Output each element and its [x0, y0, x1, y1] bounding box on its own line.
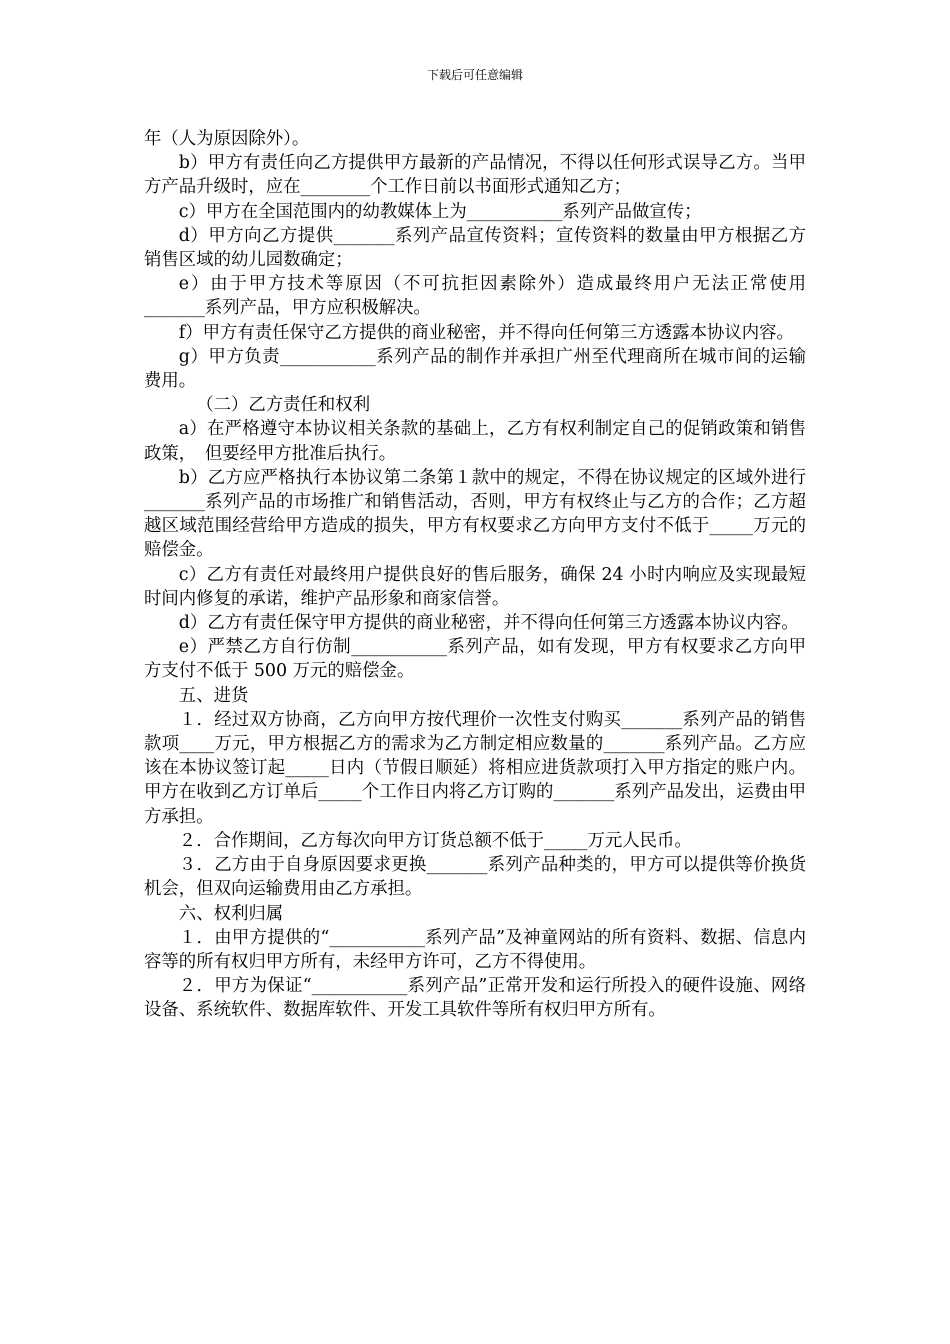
paragraph-continuation: 年（人为原因除外）。 [144, 129, 310, 149]
clause-a-party-b: a）在严格遵守本协议相关条款的基础上，乙方有权利制定自己的促销政策和销售政策， 但要经甲方批准后执行。 [144, 419, 806, 464]
page-header: 下载后可任意编辑 [426, 68, 523, 82]
clause-c-party-b: c）乙方有责任对最终用户提供良好的售后服务，确保 24 小时内响应及实现最短时间内修复的承诺，维护产品形象和商家信誉。 [144, 564, 806, 609]
document-body [144, 127, 806, 1023]
clause-b-party-a: b）甲方有责任向乙方提供甲方最新的产品情况，不得以任何形式误导乙方。当甲方产品升级时，应在________个工作日前以书面形式通知乙方； [144, 153, 806, 198]
section-heading-party-b: （二）乙方责任和权利 [196, 395, 371, 416]
ownership-clause-2: ２．甲方为保证“___________系列产品”正常开发和运行所投入的硬件设施、网络设备、系统软件、数据库软件、开发工具软件等所有权归甲方所有。 [144, 976, 806, 1021]
ownership-clause-1: １．由甲方提供的“___________系列产品”及神童网站的所有资料、数据、信息内容等的所有权归甲方所有，未经甲方许可，乙方不得使用。 [144, 927, 806, 972]
clause-d-party-a: d）甲方向乙方提供_______系列产品宣传资料；宣传资料的数量由甲方根据乙方销售区域的幼儿园数确定； [144, 225, 806, 271]
clause-g-party-a: g）甲方负责___________系列产品的制作并承担广州至代理商所在城市间的运输费用。 [144, 346, 806, 392]
purchase-clause-1: １．经过双方协商，乙方向甲方按代理价一次性支付购买_______系列产品的销售款项____万元，甲方根据乙方的需求为乙方制定相应数量的_______系列产品。乙方应该在本协议签订起_____日内（节假日顺延）将相应进货款项打入甲方指定的账户内。甲方在收到乙方订单后_____个工作日内将乙方订购的_______系列产品发出，运费由甲方承担。 [144, 709, 806, 827]
clause-c-party-a: c）甲方在全国范围内的幼教媒体上为___________系列产品做宣传； [178, 201, 702, 222]
purchase-clause-3: ３．乙方由于自身原因要求更换_______系列产品种类的，甲方可以提供等价换货机会，但双向运输费用由乙方承担。 [144, 855, 806, 900]
clause-e-party-a: e）由于甲方技术等原因（不可抗拒因素除外）造成最终用户无法正常使用_______系列产品，甲方应积极解决。 [144, 274, 806, 319]
clause-b-party-b: b）乙方应严格执行本协议第二条第１款中的规定，不得在协议规定的区域外进行_______系列产品的市场推广和销售活动，否则，甲方有权终止与乙方的合作；乙方超越区域范围经营给甲方造成的损失，甲方有权要求乙方向甲方支付不低于_____万元的赔偿金。 [144, 467, 806, 561]
section-heading-ownership: 六、权利归属 [178, 903, 284, 924]
section-heading-purchase: 五、进货 [178, 685, 249, 706]
clause-f-party-a: f）甲方有责任保守乙方提供的商业秘密，并不得向任何第三方透露本协议内容。 [178, 322, 794, 343]
clause-d-party-b: d）乙方有责任保守甲方提供的商业秘密，并不得向任何第三方透露本协议内容。 [178, 613, 799, 634]
clause-e-party-b: e）严禁乙方自行仿制___________系列产品，如有发现，甲方有权要求乙方向甲方支付不低于 500 万元的赔偿金。 [144, 637, 806, 682]
purchase-clause-2: ２．合作期间，乙方每次向甲方订货总额不低于_____万元人民币。 [178, 830, 692, 851]
